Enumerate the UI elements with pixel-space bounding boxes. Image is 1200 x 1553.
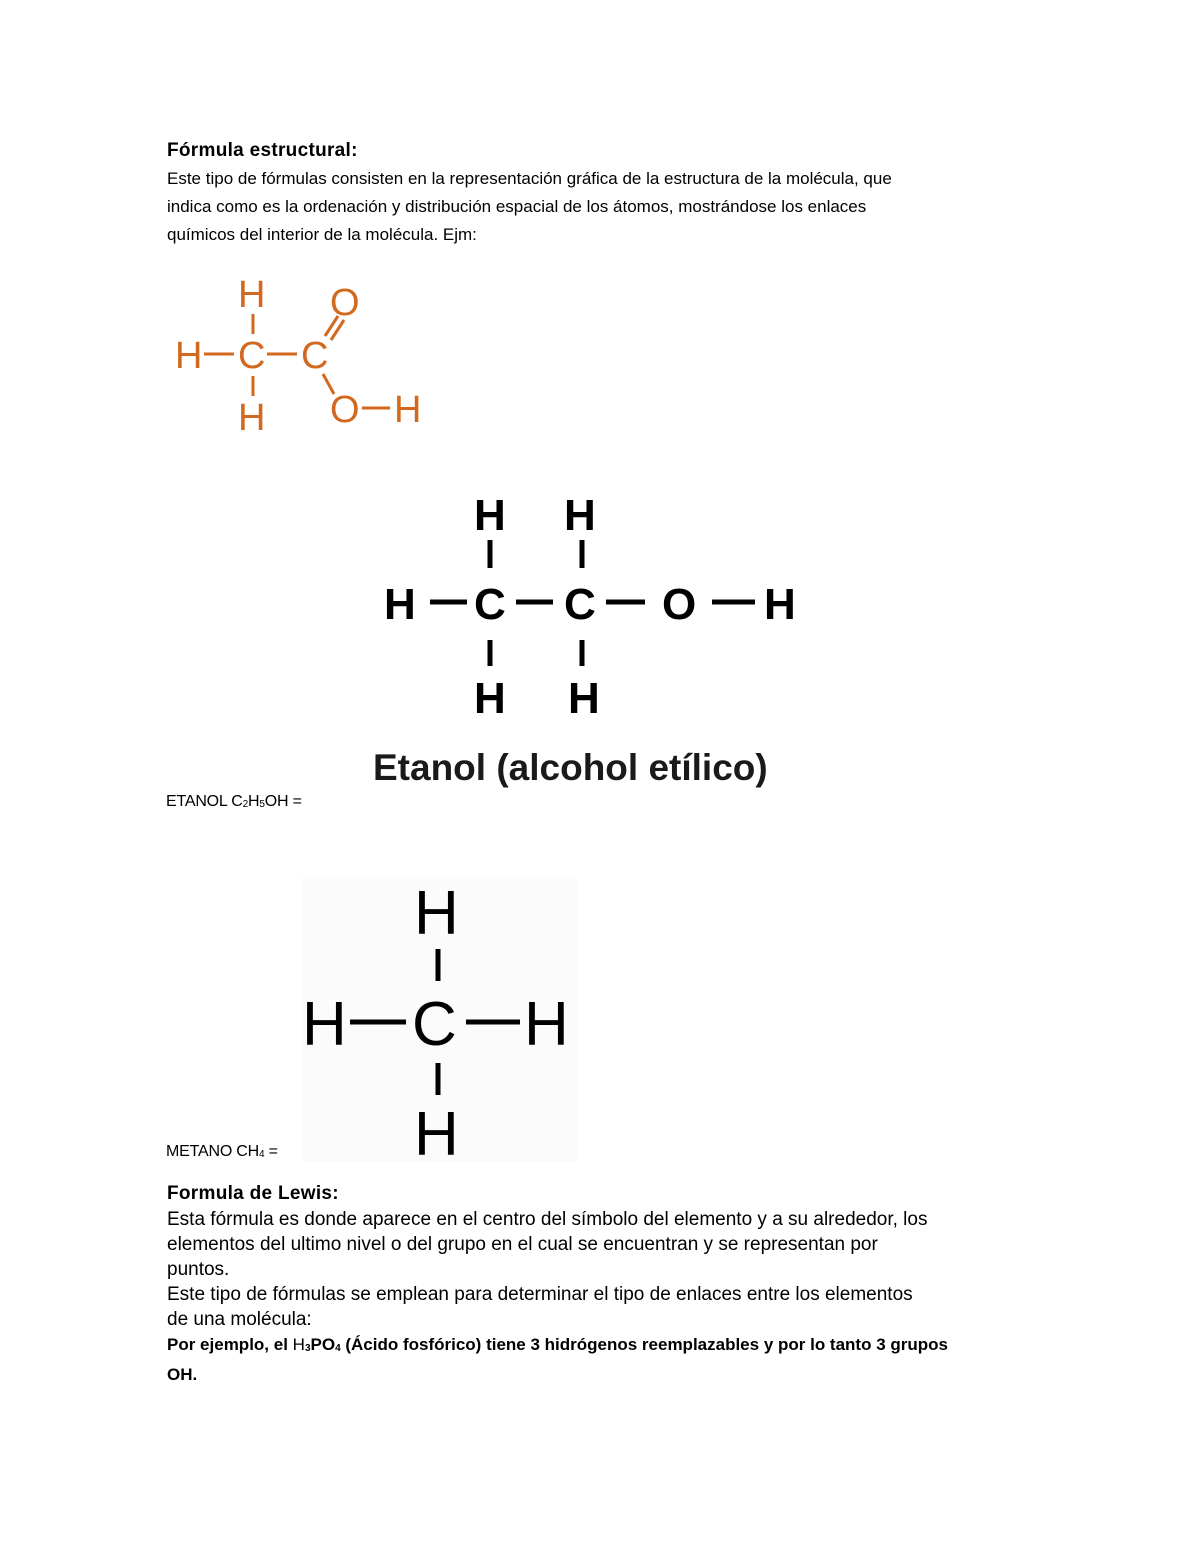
paragraph-line: elementos del ultimo nivel o del grupo en el cual se encuentran y se representan por	[167, 1234, 878, 1255]
atom-h-bottom: H	[238, 397, 266, 439]
atom-c2: C	[301, 335, 329, 377]
ethanol-title: Etanol (alcohol etílico)	[373, 747, 768, 788]
atom-c2: C	[564, 580, 596, 629]
ethanol-structure-diagram	[370, 485, 820, 795]
atom-h-bottom: H	[414, 1100, 459, 1162]
paragraph-line: de una molécula:	[167, 1309, 312, 1330]
atom-c: C	[412, 990, 457, 1059]
atom-h-bottom-1: H	[474, 674, 506, 723]
atom-h-left: H	[175, 335, 203, 377]
phosphoric-acid-example	[167, 1330, 1047, 1390]
atom-h-top: H	[238, 274, 266, 316]
atom-h-right: H	[524, 990, 569, 1059]
methane-caption: METANO $CH_4$ =	[166, 1143, 278, 1160]
atom-o-top: O	[330, 282, 360, 324]
paragraph-line: OH.	[167, 1365, 198, 1384]
paragraph-line: Este tipo de fórmulas se emplean para determinar el tipo de enlaces entre los elementos	[167, 1284, 913, 1305]
paragraph-line: puntos.	[167, 1259, 230, 1280]
paragraph-line: Por ejemplo, el $H_3PO_4$ (Ácido fosfórico) tiene 3 hidrógenos reemplazables y por lo tanto 3 grupos	[167, 1335, 948, 1354]
paragraph-line: Este tipo de fórmulas consisten en la representación gráfica de la estructura de la molécula, que	[167, 169, 892, 188]
ethanol-caption: ETANOL $C_2H_5OH$ =	[166, 793, 302, 810]
section-heading-lewis-formula: Formula de Lewis:	[167, 1183, 339, 1204]
methane-structure-diagram	[302, 877, 577, 1162]
atom-o: O	[662, 580, 697, 629]
atom-h-right: H	[764, 580, 796, 629]
acetic-acid-structure-diagram	[170, 270, 440, 440]
atom-h-right: H	[394, 389, 422, 431]
paragraph-line: químicos del interior de la molécula. Ejm:	[167, 225, 477, 244]
lewis-paragraph-1	[167, 1207, 1047, 1332]
paragraph-line: indica como es la ordenación y distribución espacial de los átomos, mostrándose los enlaces	[167, 197, 867, 216]
atom-h-left: H	[384, 580, 416, 629]
atom-h-bottom-2: H	[568, 674, 600, 723]
paragraph-line: Esta fórmula es donde aparece en el centro del símbolo del elemento y a su alrededor, los	[167, 1209, 928, 1230]
atom-h-top-2: H	[564, 491, 596, 540]
bond-c2-o-single	[323, 374, 334, 394]
atom-h-left: H	[302, 990, 347, 1059]
atom-c1: C	[238, 335, 266, 377]
atom-c1: C	[474, 580, 506, 629]
structural-formula-paragraph	[167, 165, 1047, 249]
atom-h-top-1: H	[474, 491, 506, 540]
atom-h-top: H	[414, 879, 459, 948]
section-heading-structural-formula: Fórmula estructural:	[167, 140, 358, 161]
atom-o-bottom: O	[330, 389, 360, 431]
